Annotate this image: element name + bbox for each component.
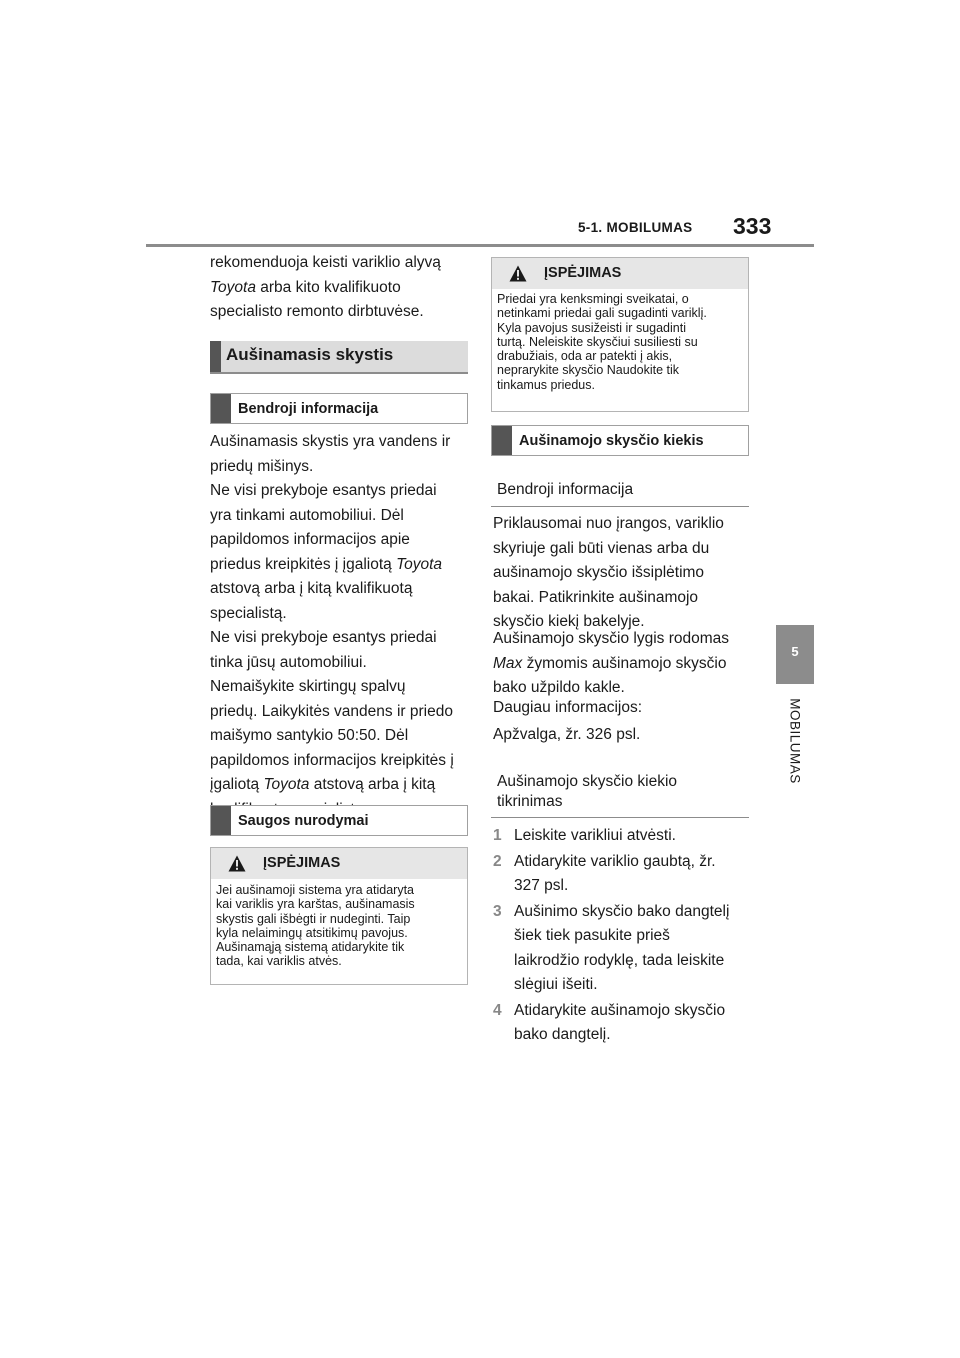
warning-triangle-icon — [509, 265, 527, 282]
brand-name: Toyota — [263, 776, 310, 793]
list-item — [493, 850, 763, 899]
text-line: Aušinimo skysčio bako dangtelį — [514, 902, 730, 920]
step-text — [514, 900, 729, 998]
text-line: Priedai yra kenksmingi sveikatai, o — [497, 292, 689, 306]
step-text — [514, 824, 676, 849]
brand-name: Toyota — [396, 555, 443, 573]
text-line: Aušinamąją sistemą atidarykite tik — [216, 940, 405, 955]
text-line: netinkami priedai gali sugadinti variklį. — [497, 306, 707, 321]
brand-name: Toyota — [210, 278, 256, 296]
text-line: Atidarykite variklio gaubtą, žr. — [514, 852, 716, 870]
paragraph — [493, 627, 755, 701]
text-line: tada, kai variklis atvės. — [216, 954, 342, 969]
list-item — [493, 824, 763, 849]
text-fragment: įgaliotą — [210, 776, 264, 793]
text-line: specialistą. — [210, 604, 287, 622]
text-line: bako dangtelį. — [514, 1026, 611, 1043]
list-item — [493, 999, 763, 1048]
text-line: papildomos informacijos apie — [210, 531, 410, 548]
text-line: kyla nelaimingų atsitikimų pavojus. — [216, 925, 408, 940]
header-rule — [146, 244, 814, 247]
heading-bar — [211, 806, 231, 835]
text-line: skysčio kiekį bakelyje. — [493, 613, 645, 630]
text-line: atstovą arba į kitą kvalifikuotą — [210, 580, 413, 597]
text-fragment: atstovą arba į kitą — [309, 776, 436, 793]
text-line: laikrodžio rodyklę, tada leiskite — [514, 951, 725, 969]
text-line: šiek tiek pasukite prieš — [514, 927, 670, 944]
heading-bar — [492, 426, 512, 455]
subheading-text: Aušinamojo skysčio kiekis — [519, 433, 704, 449]
chapter-label-wrap — [782, 692, 808, 790]
chapter-label: MOBILUMAS — [787, 698, 803, 784]
text-line: 327 psl. — [514, 877, 569, 894]
subheading-quantity — [491, 425, 749, 456]
plain-subheading — [497, 772, 747, 812]
text-line: Aušinamojo skysčio kiekio — [497, 773, 678, 790]
text-line: tinkamus priedus. — [497, 377, 595, 392]
text-line: drabužiais, oda ar patekti į akis, — [497, 349, 673, 364]
step-number: 4 — [493, 1001, 502, 1019]
text-line: slėgiui išeiti. — [514, 976, 598, 993]
text-fragment: žymomis aušinamojo skysčio — [522, 654, 727, 672]
text-line: Kyla pavojus susižeisti ir sugadinti — [497, 320, 686, 335]
text-line: specialisto remonto dirbtuvėse. — [210, 303, 424, 320]
step-number: 3 — [493, 902, 502, 920]
text-fragment: arba kito kvalifikuoto — [255, 278, 401, 296]
paragraph — [493, 512, 755, 635]
text-line: neprarykite skysčio Naudokite tik — [497, 363, 680, 378]
subheading-underline — [491, 506, 749, 507]
section-header: 5-1. MOBILUMAS — [578, 220, 693, 235]
list-item — [493, 900, 763, 998]
text-line — [210, 773, 472, 798]
text-line: bakai. Patikrinkite aušinamojo — [493, 588, 699, 606]
warning-header — [492, 258, 748, 289]
text-line: Leiskite varikliui atvėsti. — [514, 827, 676, 844]
text-line: skystis gali išbėgti ir nudeginti. Taip — [216, 911, 411, 926]
step-text — [514, 999, 725, 1048]
subheading-underline — [491, 817, 749, 818]
step-number: 1 — [493, 827, 502, 844]
subheading-text: Saugos nurodymai — [238, 813, 369, 829]
subheading-safety — [210, 805, 468, 836]
section-heading-coolant — [210, 341, 468, 374]
text-line: maišymo santykio 50:50. Dėl — [210, 727, 409, 744]
text-line: skyriuje gali būti vienas arba du — [493, 539, 710, 557]
text-line: rekomenduoja keisti variklio alyvą — [210, 254, 441, 271]
text-line: Atidarykite aušinamojo skysčio — [514, 1001, 726, 1019]
text-line: tinka jūsų automobiliui. — [210, 653, 367, 671]
heading-bar — [211, 394, 231, 423]
paragraph: Apžvalga, žr. 326 psl. — [493, 726, 641, 743]
page-number: 333 — [733, 213, 772, 239]
text-line — [210, 553, 472, 578]
text-line: Ne visi prekyboje esantys priedai — [210, 482, 437, 499]
subheading-text: Bendroji informacija — [238, 401, 379, 417]
text-line: Aušinamasis skystis yra vandens ir — [210, 433, 451, 450]
plain-subheading: Bendroji informacija — [497, 481, 634, 498]
text-line: Nemaišykite skirtingų spalvų — [210, 678, 406, 695]
intro-paragraph — [210, 251, 472, 325]
text-line: bako užpildo kakle. — [493, 679, 625, 696]
heading-bar — [210, 341, 221, 372]
text-line: priedų mišinys. — [210, 457, 314, 475]
text-line: kai variklis yra karštas, aušinamasis — [216, 897, 415, 912]
max-mark: Max — [493, 654, 523, 672]
text-line: Aušinamojo skysčio lygis rodomas — [493, 630, 730, 647]
text-line — [493, 652, 755, 677]
text-line: aušinamojo skysčio išsiplėtimo — [493, 564, 705, 581]
text-line: Priklausomai nuo įrangos, variklio — [493, 515, 724, 532]
warning-text — [216, 883, 461, 969]
text-line — [210, 276, 472, 301]
subheading-general — [210, 393, 468, 424]
text-fragment: priedus kreipkitės į įgaliotą — [210, 555, 397, 573]
warning-title: ĮSPĖJIMAS — [263, 855, 341, 871]
paragraph — [210, 430, 472, 479]
text-line: Ne visi prekyboje esantys priedai — [210, 629, 437, 646]
steps-list — [493, 824, 763, 1048]
warning-box — [491, 257, 749, 412]
warning-title: ĮSPĖJIMAS — [544, 265, 622, 281]
warning-box — [210, 847, 468, 985]
step-number: 2 — [493, 852, 502, 870]
paragraph: Daugiau informacijos: — [493, 699, 643, 716]
text-line: Jei aušinamoji sistema yra atidaryta — [216, 883, 414, 897]
step-text — [514, 850, 716, 899]
chapter-number: 5 — [791, 644, 799, 659]
text-line: turtą. Neleiskite skysčiui susiliesti su — [497, 334, 698, 349]
warning-text — [497, 292, 742, 392]
text-line: papildomos informacijos kreipkitės į — [210, 751, 454, 769]
section-heading-text: Aušinamasis skystis — [226, 345, 394, 364]
text-line: tikrinimas — [497, 793, 563, 810]
text-line: priedų. Laikykitės vandens ir priedo — [210, 702, 453, 720]
paragraph — [210, 479, 472, 822]
text-line: yra tinkami automobiliui. Dėl — [210, 506, 404, 524]
warning-header — [211, 848, 467, 879]
warning-triangle-icon — [228, 855, 246, 872]
